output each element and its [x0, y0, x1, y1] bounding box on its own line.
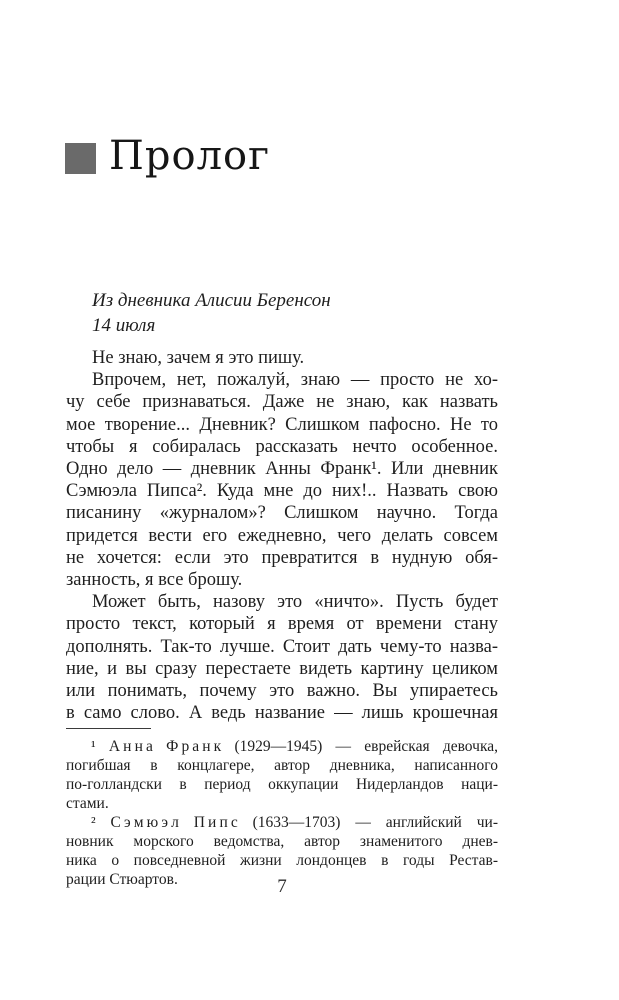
text-line: ника о повседневной жизни лондонцев в годы Рестав-: [66, 852, 498, 869]
text-line: погибшая в концлагере, автор дневника, написанного: [66, 757, 498, 774]
text-line: чу себе признаваться. Даже не знаю, как назвать: [66, 392, 498, 413]
text-line: ние, и вы сразу перестаете видеть картину целиком: [66, 658, 498, 679]
chapter-header: [65, 132, 270, 180]
diary-source-line: Из дневника Алисии Беренсон: [92, 290, 331, 311]
footnote: [66, 737, 498, 813]
text-line: или понимать, почему это важно. Вы упираетесь: [66, 681, 498, 702]
text-line: придется вести его ежедневно, чего делать совсем: [66, 525, 498, 546]
text-line: рации Стюартов.: [66, 871, 178, 888]
text-line: Может быть, назову это «ничто». Пусть будет: [92, 592, 498, 613]
diary-date-line: 14 июля: [92, 315, 156, 336]
text-line: Одно дело — дневник Анны Франк¹. Или дневник: [66, 459, 498, 480]
text-line: чтобы я собиралась рассказать нечто особенное.: [66, 436, 498, 457]
text-line: занность, я все брошу.: [66, 570, 243, 591]
chapter-title: Пролог: [109, 133, 271, 179]
text-line: ¹ А н н а Ф р а н к (1929—1945) — еврейская девочка,: [91, 738, 498, 755]
text-line: дополнять. Так-то лучше. Стоит дать чему-то назва-: [66, 636, 498, 657]
text-line: писанину «журналом»? Слишком научно. Тогда: [66, 503, 498, 524]
text-line: новник морского ведомства, автор знаменитого днев-: [66, 833, 498, 850]
text-line: не хочется: если это превратится в нудную обя-: [66, 547, 498, 568]
text-line: мое творение... Дневник? Слишком пафосно. Не то: [66, 414, 498, 435]
text-line: по-голландски в период оккупации Нидерландов наци-: [66, 776, 498, 793]
paragraph: [66, 591, 498, 724]
text-line: в само слово. А ведь название — лишь крошечная: [66, 703, 498, 724]
diary-header: [92, 288, 331, 338]
chapter-bullet-square-icon: [65, 143, 96, 174]
page-number: 7: [277, 876, 287, 897]
paragraph: [66, 347, 498, 369]
footnotes: [66, 737, 498, 889]
body-text: [66, 347, 498, 724]
text-line: Не знаю, зачем я это пишу.: [92, 348, 305, 368]
text-line: стами.: [66, 795, 109, 812]
text-line: просто текст, который я время от времени стану: [66, 614, 498, 635]
text-line: ² С э м ю э л П и п с (1633—1703) — английский чи-: [91, 814, 498, 831]
paragraph: [66, 369, 498, 591]
text-line: Впрочем, нет, пожалуй, знаю — просто не хо-: [92, 370, 498, 391]
text-line: Сэмюэла Пипса². Куда мне до них!.. Назвать свою: [66, 481, 498, 502]
footnote-separator: [66, 728, 151, 729]
